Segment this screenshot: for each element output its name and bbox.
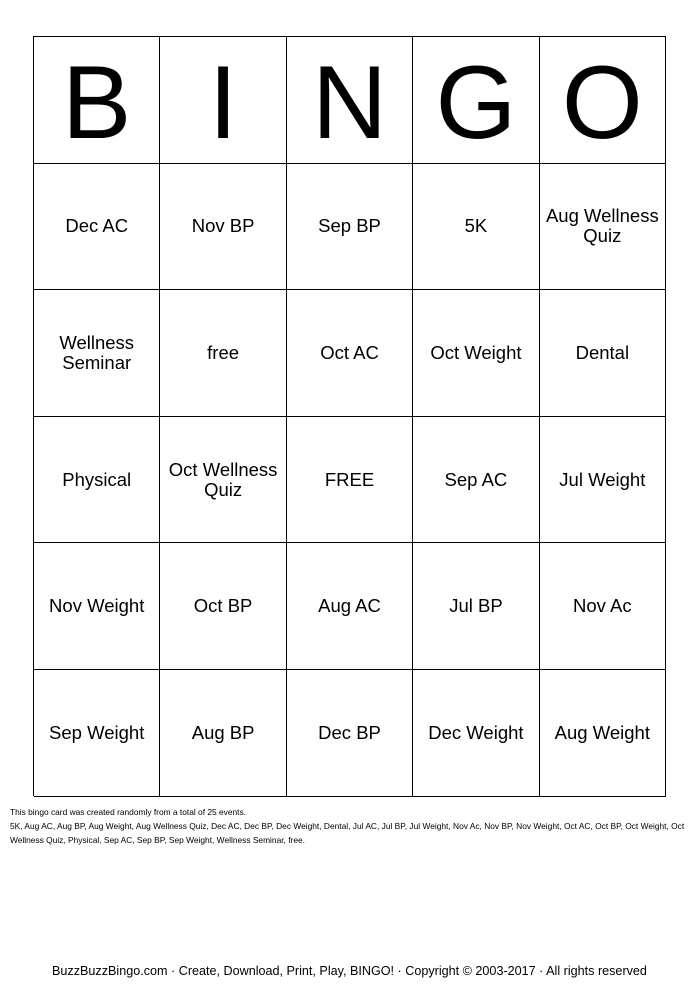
bingo-cell: Dec BP xyxy=(287,670,413,797)
bingo-free-cell: FREE xyxy=(287,417,413,544)
bingo-row xyxy=(34,670,666,797)
header-letter-o: O xyxy=(540,37,666,164)
header-letter-g: G xyxy=(413,37,539,164)
site-footer: BuzzBuzzBingo.com · Create, Download, Print, Play, BINGO! · Copyright © 2003-2017 · All rights reserved xyxy=(52,964,647,978)
bingo-cell: Aug Weight xyxy=(540,670,666,797)
bingo-cell: Physical xyxy=(34,417,160,544)
bingo-cell: Jul Weight xyxy=(540,417,666,544)
bingo-cell: Wellness Seminar xyxy=(34,290,160,417)
bingo-row xyxy=(34,417,666,544)
bingo-cell: Aug Wellness Quiz xyxy=(540,164,666,291)
header-letter-i: I xyxy=(160,37,286,164)
bingo-cell: Nov BP xyxy=(160,164,286,291)
bingo-cell: Oct BP xyxy=(160,543,286,670)
header-letter-n: N xyxy=(287,37,413,164)
header-row xyxy=(34,37,666,164)
bingo-cell: Aug AC xyxy=(287,543,413,670)
bingo-row xyxy=(34,543,666,670)
bingo-cell: Aug BP xyxy=(160,670,286,797)
bingo-cell: Nov Weight xyxy=(34,543,160,670)
bingo-cell: Dental xyxy=(540,290,666,417)
bingo-cell: 5K xyxy=(413,164,539,291)
bingo-row xyxy=(34,164,666,291)
bingo-row xyxy=(34,290,666,417)
bingo-cell: Oct Wellness Quiz xyxy=(160,417,286,544)
card-info-summary: This bingo card was created randomly from a total of 25 events. xyxy=(10,807,247,817)
bingo-cell: Dec AC xyxy=(34,164,160,291)
card-info-note xyxy=(10,806,690,847)
bingo-cell: Oct Weight xyxy=(413,290,539,417)
bingo-cell: Sep AC xyxy=(413,417,539,544)
bingo-cell: Nov Ac xyxy=(540,543,666,670)
bingo-cell: Dec Weight xyxy=(413,670,539,797)
bingo-card xyxy=(33,36,666,796)
bingo-cell: free xyxy=(160,290,286,417)
bingo-cell: Sep Weight xyxy=(34,670,160,797)
bingo-cell: Sep BP xyxy=(287,164,413,291)
bingo-cell: Oct AC xyxy=(287,290,413,417)
bingo-cell: Jul BP xyxy=(413,543,539,670)
header-letter-b: B xyxy=(34,37,160,164)
card-info-event-list: 5K, Aug AC, Aug BP, Aug Weight, Aug Wellness Quiz, Dec AC, Dec BP, Dec Weight, Dental, Jul AC, Jul BP, Jul Weight, Nov Ac, Nov BP, Nov Weight, Oct AC, Oct BP, Oct Weight, Oct Wellness Quiz, Physical, Sep AC, Sep BP, Sep Weight, Wellness Seminar, free. xyxy=(10,820,685,845)
